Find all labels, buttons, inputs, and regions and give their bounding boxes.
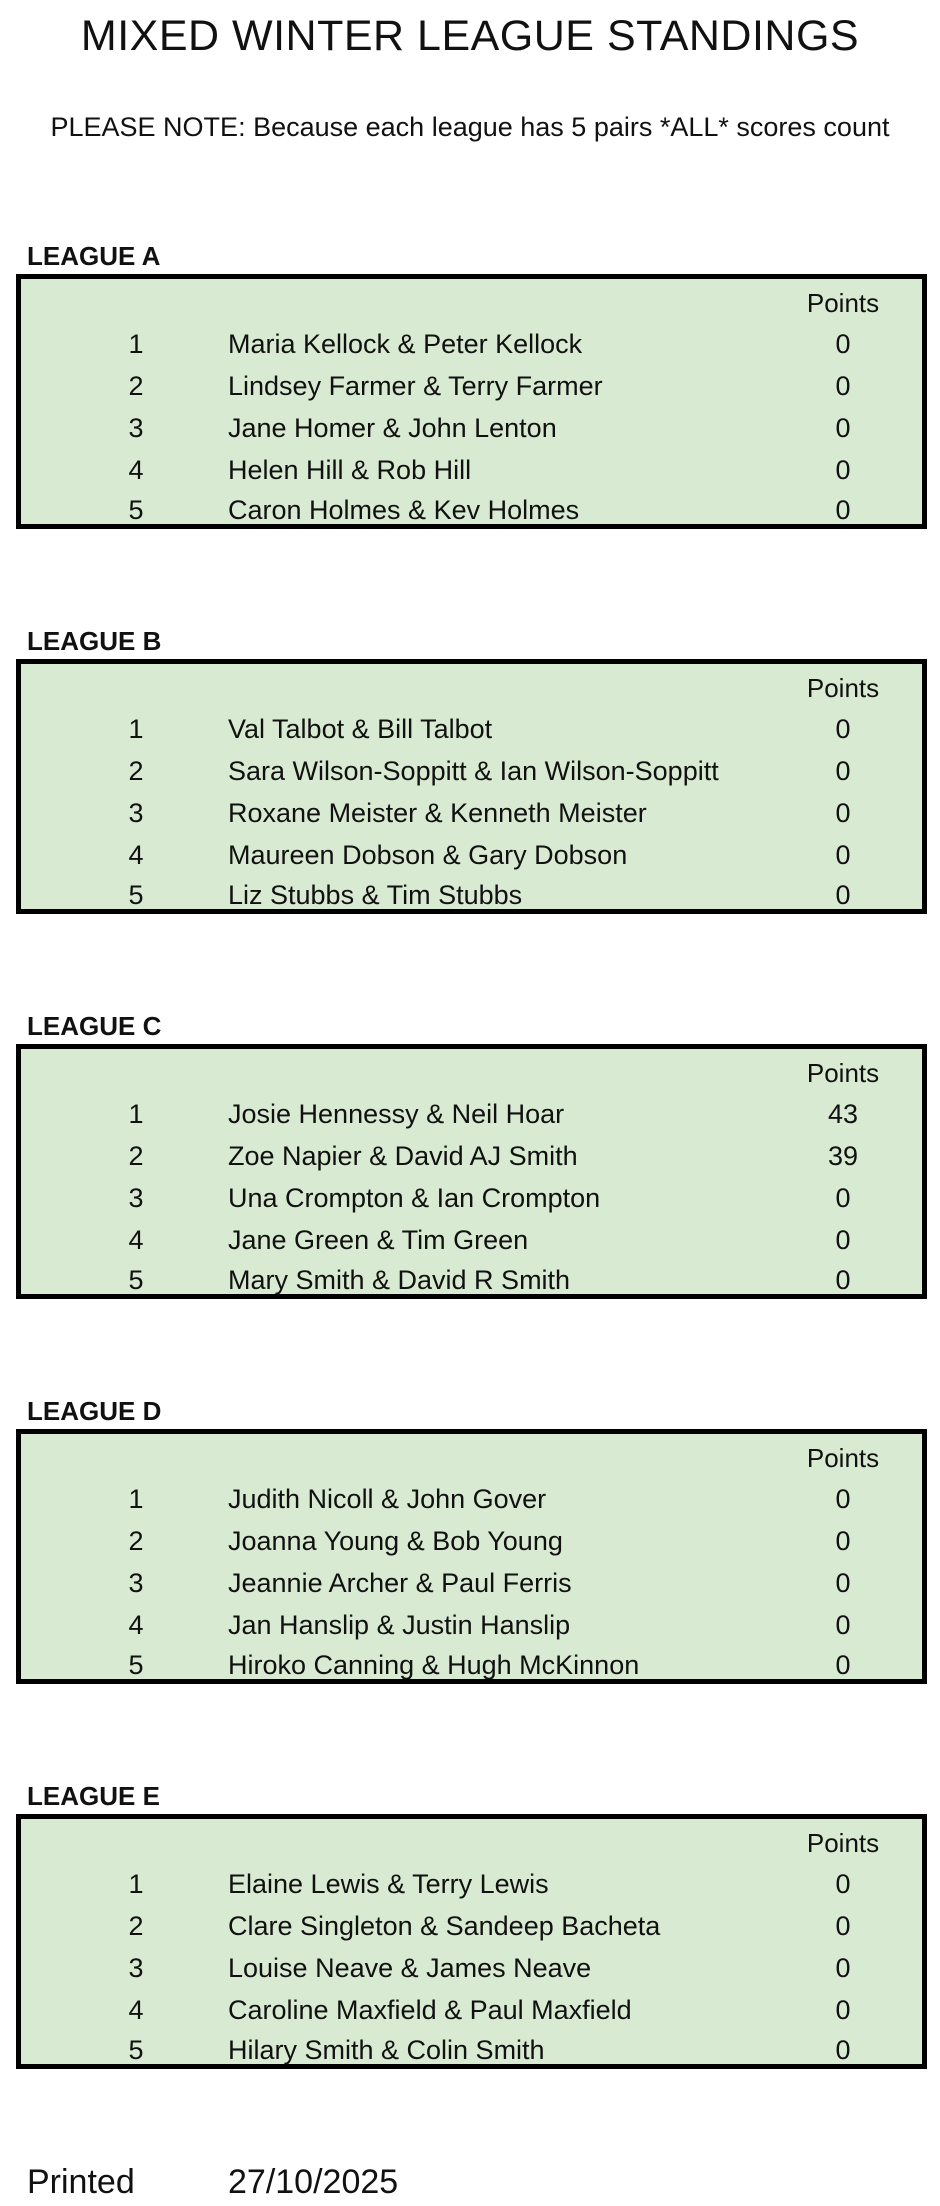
rank-cell: 4: [128, 1995, 144, 2025]
table-row: [21, 1177, 922, 1219]
table-row: [21, 1989, 922, 2031]
points-cell: 0: [835, 413, 851, 443]
table-row: [21, 1520, 922, 1562]
points-cell: 0: [835, 1911, 851, 1941]
points-column-header: Points: [806, 1443, 880, 1473]
rank-cell: 1: [128, 1869, 144, 1899]
league-title: LEAGUE A: [27, 241, 161, 271]
rank-cell: 3: [128, 1953, 144, 1983]
printed-date: 27/10/2025: [228, 2163, 399, 2201]
rank-cell: 4: [128, 1225, 144, 1255]
points-cell: 0: [835, 714, 851, 744]
pair-cell: Zoe Napier & David AJ Smith: [228, 1141, 578, 1171]
points-cell: 0: [835, 2035, 851, 2065]
points-cell: 0: [835, 1225, 851, 1255]
rank-cell: 1: [128, 1099, 144, 1129]
table-row: [21, 750, 922, 792]
standings-table: [16, 1429, 927, 1684]
league-title: LEAGUE C: [27, 1011, 162, 1041]
pair-cell: Maria Kellock & Peter Kellock: [228, 329, 583, 359]
standings-table: [16, 274, 927, 529]
league-title: LEAGUE D: [27, 1396, 162, 1426]
pair-cell: Roxane Meister & Kenneth Meister: [228, 798, 647, 828]
points-cell: 43: [827, 1099, 859, 1129]
points-cell: 0: [835, 1650, 851, 1680]
page-title: MIXED WINTER LEAGUE STANDINGS: [80, 12, 860, 60]
pair-cell: Caron Holmes & Kev Holmes: [228, 495, 580, 525]
table-row: [21, 1219, 922, 1261]
rank-cell: 5: [128, 1265, 144, 1295]
table-row: [21, 874, 922, 916]
pair-cell: Helen Hill & Rob Hill: [228, 455, 472, 485]
table-row: [21, 708, 922, 750]
pair-cell: Hilary Smith & Colin Smith: [228, 2035, 545, 2065]
points-cell: 0: [835, 1265, 851, 1295]
pair-cell: Joanna Young & Bob Young: [228, 1526, 563, 1556]
points-cell: 0: [835, 798, 851, 828]
scoring-note: PLEASE NOTE: Because each league has 5 pairs *ALL* scores count: [50, 112, 890, 142]
rank-cell: 1: [128, 714, 144, 744]
rank-cell: 1: [128, 1484, 144, 1514]
points-cell: 0: [835, 329, 851, 359]
table-row: [21, 2029, 922, 2071]
rank-cell: 2: [128, 1911, 144, 1941]
points-cell: 0: [835, 1869, 851, 1899]
points-cell: 0: [835, 1953, 851, 1983]
points-cell: 0: [835, 1526, 851, 1556]
points-cell: 0: [835, 1183, 851, 1213]
points-cell: 0: [835, 880, 851, 910]
printed-footer: [0, 2160, 940, 2204]
standings-table: [16, 1044, 927, 1299]
points-cell: 0: [835, 756, 851, 786]
table-row: [21, 1905, 922, 1947]
table-row: [21, 1478, 922, 1520]
points-column-header: Points: [806, 1828, 880, 1858]
points-cell: 0: [835, 1568, 851, 1598]
rank-cell: 5: [128, 495, 144, 525]
points-column-header: Points: [806, 673, 880, 703]
printed-label: Printed: [27, 2163, 135, 2201]
league-section-d: [0, 1395, 940, 1715]
rank-cell: 5: [128, 2035, 144, 2065]
league-title: LEAGUE E: [27, 1781, 160, 1811]
table-row: [21, 834, 922, 876]
rank-cell: 5: [128, 1650, 144, 1680]
pair-cell: Jane Homer & John Lenton: [228, 413, 557, 443]
table-row: [21, 449, 922, 491]
pair-cell: Josie Hennessy & Neil Hoar: [228, 1099, 565, 1129]
rank-cell: 3: [128, 1183, 144, 1213]
points-column-header: Points: [806, 1058, 880, 1088]
table-row: [21, 323, 922, 365]
pair-cell: Mary Smith & David R Smith: [228, 1265, 571, 1295]
points-cell: 0: [835, 371, 851, 401]
pair-cell: Lindsey Farmer & Terry Farmer: [228, 371, 603, 401]
pair-cell: Jan Hanslip & Justin Hanslip: [228, 1610, 571, 1640]
table-row: [21, 489, 922, 531]
table-row: [21, 1135, 922, 1177]
points-cell: 0: [835, 1484, 851, 1514]
table-row: [21, 1644, 922, 1686]
table-row: [21, 1259, 922, 1301]
points-cell: 39: [827, 1141, 859, 1171]
pair-cell: Val Talbot & Bill Talbot: [228, 714, 493, 744]
league-section-e: [0, 1780, 940, 2100]
points-cell: 0: [835, 1610, 851, 1640]
table-row: [21, 1562, 922, 1604]
rank-cell: 3: [128, 798, 144, 828]
points-cell: 0: [835, 1995, 851, 2025]
pair-cell: Jeannie Archer & Paul Ferris: [228, 1568, 572, 1598]
rank-cell: 4: [128, 1610, 144, 1640]
rank-cell: 1: [128, 329, 144, 359]
pair-cell: Caroline Maxfield & Paul Maxfield: [228, 1995, 632, 2025]
points-cell: 0: [835, 455, 851, 485]
pair-cell: Una Crompton & Ian Crompton: [228, 1183, 601, 1213]
table-row: [21, 1947, 922, 1989]
rank-cell: 2: [128, 756, 144, 786]
points-cell: 0: [835, 495, 851, 525]
table-row: [21, 1604, 922, 1646]
standings-table: [16, 1814, 927, 2069]
pair-cell: Judith Nicoll & John Gover: [228, 1484, 547, 1514]
table-row: [21, 407, 922, 449]
table-row: [21, 1863, 922, 1905]
standings-table: [16, 659, 927, 914]
pair-cell: Maureen Dobson & Gary Dobson: [228, 840, 628, 870]
pair-cell: Liz Stubbs & Tim Stubbs: [228, 880, 523, 910]
league-section-b: [0, 625, 940, 945]
league-title: LEAGUE B: [27, 626, 162, 656]
rank-cell: 3: [128, 1568, 144, 1598]
rank-cell: 2: [128, 371, 144, 401]
rank-cell: 4: [128, 455, 144, 485]
table-row: [21, 792, 922, 834]
rank-cell: 5: [128, 880, 144, 910]
pair-cell: Jane Green & Tim Green: [228, 1225, 529, 1255]
pair-cell: Elaine Lewis & Terry Lewis: [228, 1869, 549, 1899]
league-section-a: [0, 240, 940, 560]
rank-cell: 2: [128, 1526, 144, 1556]
points-column-header: Points: [806, 288, 880, 318]
pair-cell: Louise Neave & James Neave: [228, 1953, 592, 1983]
pair-cell: Sara Wilson-Soppitt & Ian Wilson-Soppitt: [228, 756, 719, 786]
rank-cell: 4: [128, 840, 144, 870]
league-section-c: [0, 1010, 940, 1330]
table-row: [21, 1093, 922, 1135]
pair-cell: Hiroko Canning & Hugh McKinnon: [228, 1650, 640, 1680]
rank-cell: 3: [128, 413, 144, 443]
points-cell: 0: [835, 840, 851, 870]
pair-cell: Clare Singleton & Sandeep Bacheta: [228, 1911, 661, 1941]
table-row: [21, 365, 922, 407]
rank-cell: 2: [128, 1141, 144, 1171]
